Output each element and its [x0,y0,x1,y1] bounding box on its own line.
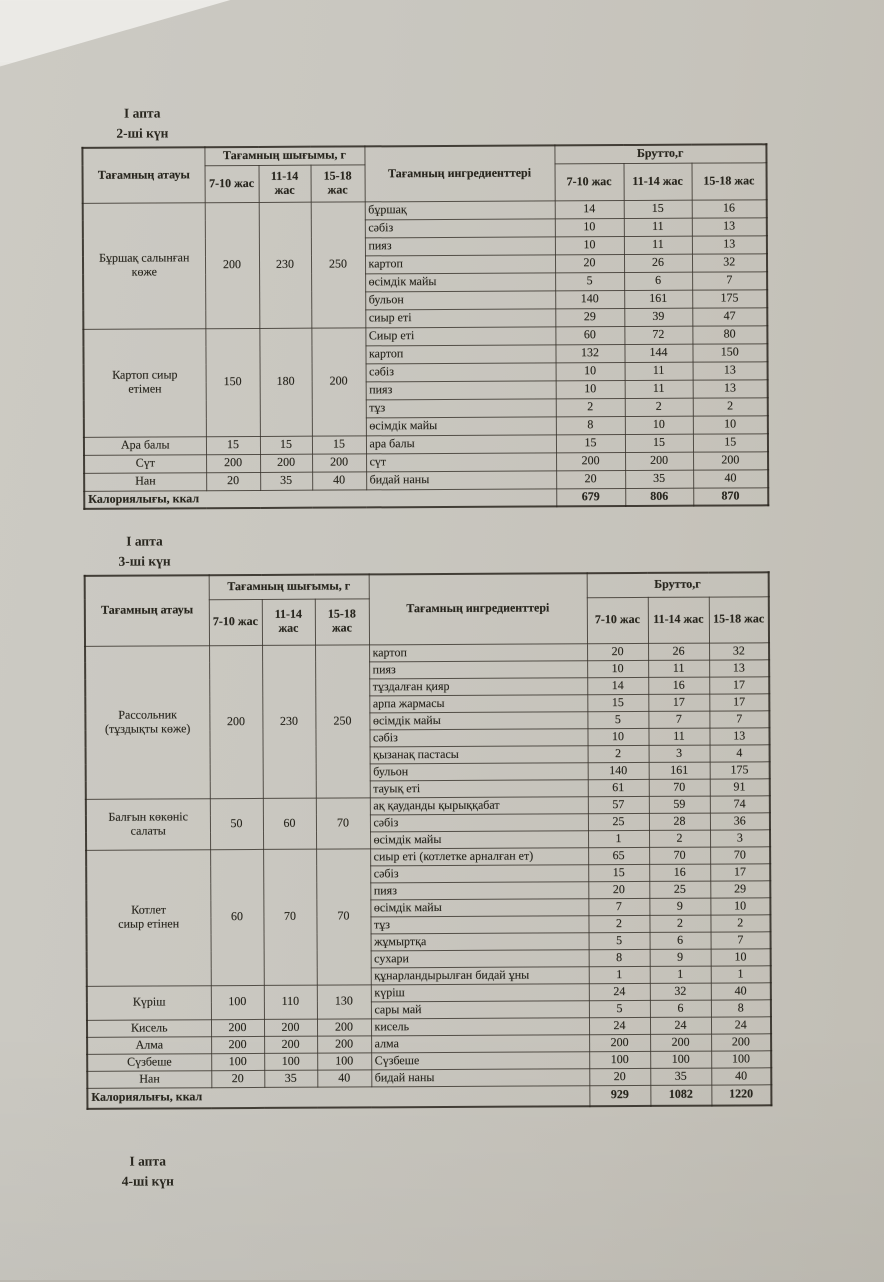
output-value-cell: 40 [317,1069,371,1086]
brutto-value-cell: 20 [555,254,624,272]
brutto-value-cell: 15 [625,434,693,452]
output-value-cell: 50 [210,798,263,849]
output-value-cell: 35 [260,472,312,490]
brutto-value-cell: 13 [693,379,768,397]
brutto-value-cell: 1 [588,830,649,847]
output-value-cell: 20 [206,472,260,490]
section-heading-day4 [103,1151,193,1191]
ingredient-cell: қызанақ пастасы [370,745,588,763]
brutto-value-cell: 2 [649,915,710,932]
ingredient-cell: өсімдік майы [366,416,556,435]
brutto-value-cell: 13 [709,659,769,676]
header-cell-age-brutto: 15-18 жас [692,162,767,199]
dish-name-cell: Нан [87,1070,211,1088]
output-value-cell: 150 [205,328,260,436]
dish-name-cell: Картоп сиыр етімен [83,328,206,437]
brutto-value-cell: 6 [650,1000,711,1017]
brutto-value-cell: 40 [693,469,768,487]
ingredient-cell: сәбіз [370,864,588,882]
ingredient-cell: сәбіз [366,362,556,381]
brutto-value-cell: 161 [624,290,692,308]
dish-name-cell: Алма [87,1036,211,1054]
brutto-value-cell: 65 [588,847,649,864]
ingredient-cell: кисель [371,1017,589,1035]
brutto-value-cell: 3 [710,829,770,846]
header-cell-age-brutto: 7-10 жас [587,597,648,643]
output-value-cell: 200 [317,1035,371,1052]
output-value-cell: 200 [312,453,366,471]
brutto-value-cell: 29 [710,880,770,897]
brutto-value-cell: 15 [588,864,649,881]
brutto-value-cell: 11 [648,728,709,745]
dish-name-cell: Балғын көкөніс салаты [86,798,210,850]
day-label: 2-ші күн [116,125,169,141]
ingredient-cell: картоп [365,344,555,363]
output-value-cell: 200 [264,1019,317,1036]
brutto-value-cell: 32 [709,642,769,659]
brutto-value-cell: 10 [693,415,768,433]
output-value-cell: 100 [264,1053,317,1070]
brutto-value-cell: 100 [589,1051,650,1068]
brutto-value-cell: 32 [650,983,711,1000]
header-cell-age-brutto: 15-18 жас [709,596,769,642]
brutto-value-cell: 13 [693,361,768,379]
output-value-cell: 110 [264,985,317,1019]
brutto-value-cell: 144 [624,344,692,362]
ingredient-cell: ақ қауданды қырыққабат [370,796,588,814]
brutto-value-cell: 175 [692,289,767,307]
output-value-cell: 200 [206,454,260,472]
week-label: І апта [129,1153,167,1169]
brutto-value-cell: 5 [587,711,648,728]
dish-name-cell: Сүзбеше [87,1053,211,1071]
dish-name-cell: Кисель [87,1019,211,1037]
brutto-value-cell: 13 [692,217,767,235]
brutto-value-cell: 11 [624,218,692,236]
ingredient-cell: бульон [365,290,555,309]
ingredient-cell: өсімдік майы [370,898,588,916]
brutto-value-cell: 28 [649,813,710,830]
output-value-cell: 15 [260,436,312,454]
ingredient-cell: сүт [366,452,556,471]
brutto-value-cell: 35 [625,470,693,488]
brutto-value-cell: 11 [624,236,692,254]
day-label: 3-ші күн [118,553,171,569]
brutto-value-cell: 25 [649,881,710,898]
output-value-cell: 200 [260,454,312,472]
ingredient-cell: картоп [369,643,587,661]
ingredient-cell: сиыр еті (котлетке арналған ет) [370,847,588,865]
ingredient-cell: сары май [371,1000,589,1018]
header-cell-age-output: 15-18 жас [311,164,365,201]
menu-table-day3 [84,571,773,1110]
output-value-cell: 200 [211,1036,264,1053]
calories-value-cell: 1082 [650,1085,711,1106]
table-row [87,1084,771,1109]
ingredient-cell: сәбіз [370,813,588,831]
brutto-value-cell: 2 [588,915,649,932]
brutto-value-cell: 200 [556,452,625,470]
brutto-value-cell: 24 [711,1016,771,1033]
brutto-value-cell: 11 [648,660,709,677]
brutto-value-cell: 74 [710,795,770,812]
brutto-value-cell: 40 [711,1067,771,1084]
brutto-value-cell: 36 [710,812,770,829]
brutto-value-cell: 100 [711,1050,771,1067]
brutto-value-cell: 15 [587,694,648,711]
ingredient-cell: бульон [370,762,588,780]
dish-name-cell: Нан [84,472,206,491]
brutto-value-cell: 140 [555,290,624,308]
output-value-cell: 100 [211,985,264,1019]
calories-value-cell: 870 [693,487,768,505]
brutto-value-cell: 7 [709,710,769,727]
brutto-value-cell: 200 [589,1034,650,1051]
brutto-value-cell: 20 [587,643,648,660]
brutto-value-cell: 10 [555,236,624,254]
header-cell-brutto: Брутто,г [554,144,766,163]
calories-value-cell: 1220 [711,1084,771,1105]
brutto-value-cell: 26 [624,254,692,272]
header-cell-brutto: Брутто,г [587,572,769,597]
brutto-value-cell: 14 [555,200,624,218]
ingredient-cell: жұмыртқа [371,932,589,950]
brutto-value-cell: 7 [711,931,771,948]
header-cell-age-brutto: 11-14 жас [624,163,692,200]
brutto-value-cell: 200 [650,1034,711,1051]
brutto-value-cell: 35 [650,1068,711,1085]
brutto-value-cell: 40 [711,982,771,999]
brutto-value-cell: 10 [555,218,624,236]
brutto-value-cell: 1 [589,966,650,983]
brutto-value-cell: 24 [589,983,650,1000]
dish-name-cell: Котлет сиыр етінен [86,849,211,986]
brutto-value-cell: 57 [588,796,649,813]
ingredient-cell: алма [371,1034,589,1052]
brutto-value-cell: 2 [556,398,625,416]
brutto-value-cell: 16 [649,864,710,881]
brutto-value-cell: 1 [711,965,771,982]
dish-name-cell: Сүт [84,454,206,473]
brutto-value-cell: 72 [624,326,692,344]
output-value-cell: 70 [316,848,371,984]
brutto-value-cell: 7 [588,898,649,915]
ingredient-cell: өсімдік майы [370,830,588,848]
brutto-value-cell: 11 [625,362,693,380]
brutto-value-cell: 9 [650,949,711,966]
output-value-cell: 180 [259,328,312,436]
header-cell-output: Тағамның шығымы, г [209,574,369,599]
output-value-cell: 200 [317,1018,371,1035]
brutto-value-cell: 70 [649,847,710,864]
brutto-value-cell: 9 [649,898,710,915]
brutto-value-cell: 132 [555,344,624,362]
calories-value-cell: 806 [625,488,693,506]
output-value-cell: 15 [206,436,260,454]
header-cell-age-output: 7-10 жас [209,599,262,645]
ingredient-cell: арпа жармасы [369,694,587,712]
brutto-value-cell: 10 [556,362,625,380]
brutto-value-cell: 6 [650,932,711,949]
calories-value-cell: 929 [589,1085,650,1106]
output-value-cell: 35 [264,1070,317,1087]
output-value-cell: 20 [211,1070,264,1087]
brutto-value-cell: 2 [588,745,649,762]
brutto-value-cell: 200 [625,452,693,470]
brutto-value-cell: 10 [625,416,693,434]
brutto-value-cell: 8 [589,949,650,966]
header-cell-age-brutto: 11-14 жас [648,597,709,643]
brutto-value-cell: 15 [693,433,768,451]
header-cell-dish-name: Тағамның атауы [85,575,209,646]
ingredient-cell: бұршақ [365,200,555,219]
ingredient-cell: Сиыр еті [365,326,555,345]
output-value-cell: 100 [317,1052,371,1069]
output-value-cell: 60 [263,798,316,849]
brutto-value-cell: 10 [587,660,648,677]
brutto-value-cell: 2 [710,914,770,931]
brutto-value-cell: 20 [556,470,625,488]
brutto-value-cell: 7 [648,711,709,728]
week-label: І апта [123,105,161,121]
brutto-value-cell: 17 [710,863,770,880]
day-label: 4-ші күн [121,1173,174,1189]
brutto-value-cell: 39 [624,308,692,326]
ingredient-cell: өсімдік майы [369,711,587,729]
brutto-value-cell: 17 [648,694,709,711]
ingredient-cell: сәбіз [365,218,555,237]
ingredient-cell: пияз [370,881,588,899]
brutto-value-cell: 4 [710,744,770,761]
brutto-value-cell: 5 [589,932,650,949]
dish-name-cell: Ара балы [84,436,206,455]
ingredient-cell: пияз [365,236,555,255]
ingredient-cell: бидай наны [366,470,556,489]
output-value-cell: 100 [211,1053,264,1070]
calories-label-cell: Калориялығы, ккал [87,1085,589,1109]
brutto-value-cell: 17 [709,693,769,710]
output-value-cell: 200 [264,1036,317,1053]
brutto-value-cell: 15 [624,200,692,218]
brutto-value-cell: 8 [711,999,771,1016]
brutto-value-cell: 25 [588,813,649,830]
brutto-value-cell: 7 [692,271,767,289]
brutto-value-cell: 24 [650,1017,711,1034]
menu-table-day2 [81,143,769,510]
brutto-value-cell: 2 [625,398,693,416]
brutto-value-cell: 150 [692,343,767,361]
output-value-cell: 200 [209,645,263,798]
ingredient-cell: тұздалған қияр [369,677,587,695]
week-label: І апта [126,533,163,549]
ingredient-cell: өсімдік майы [365,272,555,291]
header-cell-ingredients: Тағамның ингредиенттері [364,145,554,201]
output-value-cell: 230 [262,645,316,798]
ingredient-cell: пияз [366,380,556,399]
brutto-value-cell: 91 [710,778,770,795]
brutto-value-cell: 200 [711,1033,771,1050]
ingredient-cell: сухари [371,949,589,967]
header-cell-output: Тағамның шығымы, г [204,146,364,165]
brutto-value-cell: 5 [555,272,624,290]
brutto-value-cell: 16 [692,199,767,217]
brutto-value-cell: 61 [588,779,649,796]
ingredient-cell: сиыр еті [365,308,555,327]
output-value-cell: 250 [315,644,370,797]
ingredient-cell: ара балы [366,434,556,453]
ingredient-cell: картоп [365,254,555,273]
brutto-value-cell: 1 [650,966,711,983]
ingredient-cell: тауық еті [370,779,588,797]
brutto-value-cell: 6 [624,272,692,290]
brutto-value-cell: 10 [710,897,770,914]
header-cell-ingredients: Тағамның ингредиенттері [369,573,587,644]
table-row [85,572,769,600]
ingredient-cell: бидай наны [371,1068,589,1086]
ingredient-cell: құнарландырылған бидай ұны [371,966,589,984]
output-value-cell: 230 [259,202,312,328]
header-cell-age-brutto: 7-10 жас [555,163,624,200]
brutto-value-cell: 10 [556,380,625,398]
brutto-value-cell: 10 [711,948,771,965]
output-value-cell: 60 [210,849,264,985]
brutto-value-cell: 161 [649,762,710,779]
brutto-value-cell: 3 [649,745,710,762]
output-value-cell: 70 [263,849,317,985]
calories-value-cell: 679 [556,488,625,506]
brutto-value-cell: 2 [649,830,710,847]
brutto-value-cell: 13 [692,235,767,253]
brutto-value-cell: 16 [648,677,709,694]
dish-name-cell: Күріш [87,985,211,1020]
brutto-value-cell: 20 [588,881,649,898]
brutto-value-cell: 175 [710,761,770,778]
brutto-value-cell: 47 [692,307,767,325]
brutto-value-cell: 70 [649,779,710,796]
dish-name-cell: Бұршақ салынған көже [83,202,206,329]
brutto-value-cell: 11 [625,380,693,398]
brutto-value-cell: 200 [693,451,768,469]
brutto-value-cell: 59 [649,796,710,813]
brutto-value-cell: 17 [709,676,769,693]
ingredient-cell: тұз [366,398,556,417]
brutto-value-cell: 70 [710,846,770,863]
calories-label-cell: Калориялығы, ккал [84,488,556,508]
output-value-cell: 200 [211,1019,264,1036]
dish-name-cell: Рассольник (тұздықты көже) [85,645,210,799]
brutto-value-cell: 14 [587,677,648,694]
brutto-value-cell: 100 [650,1051,711,1068]
header-cell-age-output: 11-14 жас [259,165,311,202]
output-value-cell: 200 [311,327,366,435]
brutto-value-cell: 60 [555,326,624,344]
brutto-value-cell: 32 [692,253,767,271]
section-heading-day3 [99,531,189,571]
ingredient-cell: сәбіз [369,728,587,746]
brutto-value-cell: 29 [555,308,624,326]
brutto-value-cell: 8 [556,416,625,434]
ingredient-cell: күріш [371,983,589,1001]
brutto-value-cell: 13 [709,727,769,744]
brutto-value-cell: 80 [692,325,767,343]
brutto-value-cell: 5 [589,1000,650,1017]
section-heading-day2 [97,103,187,143]
brutto-value-cell: 15 [556,434,625,452]
output-value-cell: 15 [312,435,366,453]
brutto-value-cell: 140 [588,762,649,779]
brutto-value-cell: 26 [648,643,709,660]
header-cell-dish-name: Тағамның атауы [82,147,204,203]
header-cell-age-output: 15-18 жас [315,598,369,644]
output-value-cell: 130 [317,984,371,1018]
ingredient-cell: Сүзбеше [371,1051,589,1069]
brutto-value-cell: 10 [587,728,648,745]
brutto-value-cell: 2 [693,397,768,415]
output-value-cell: 250 [311,201,366,327]
output-value-cell: 40 [312,471,366,489]
brutto-value-cell: 24 [589,1017,650,1034]
brutto-value-cell: 20 [589,1068,650,1085]
header-cell-age-output: 11-14 жас [262,599,315,645]
output-value-cell: 70 [316,797,370,848]
ingredient-cell: пияз [369,660,587,678]
header-cell-age-output: 7-10 жас [205,165,259,202]
ingredient-cell: тұз [370,915,588,933]
output-value-cell: 200 [205,202,260,328]
table-row [84,487,768,509]
